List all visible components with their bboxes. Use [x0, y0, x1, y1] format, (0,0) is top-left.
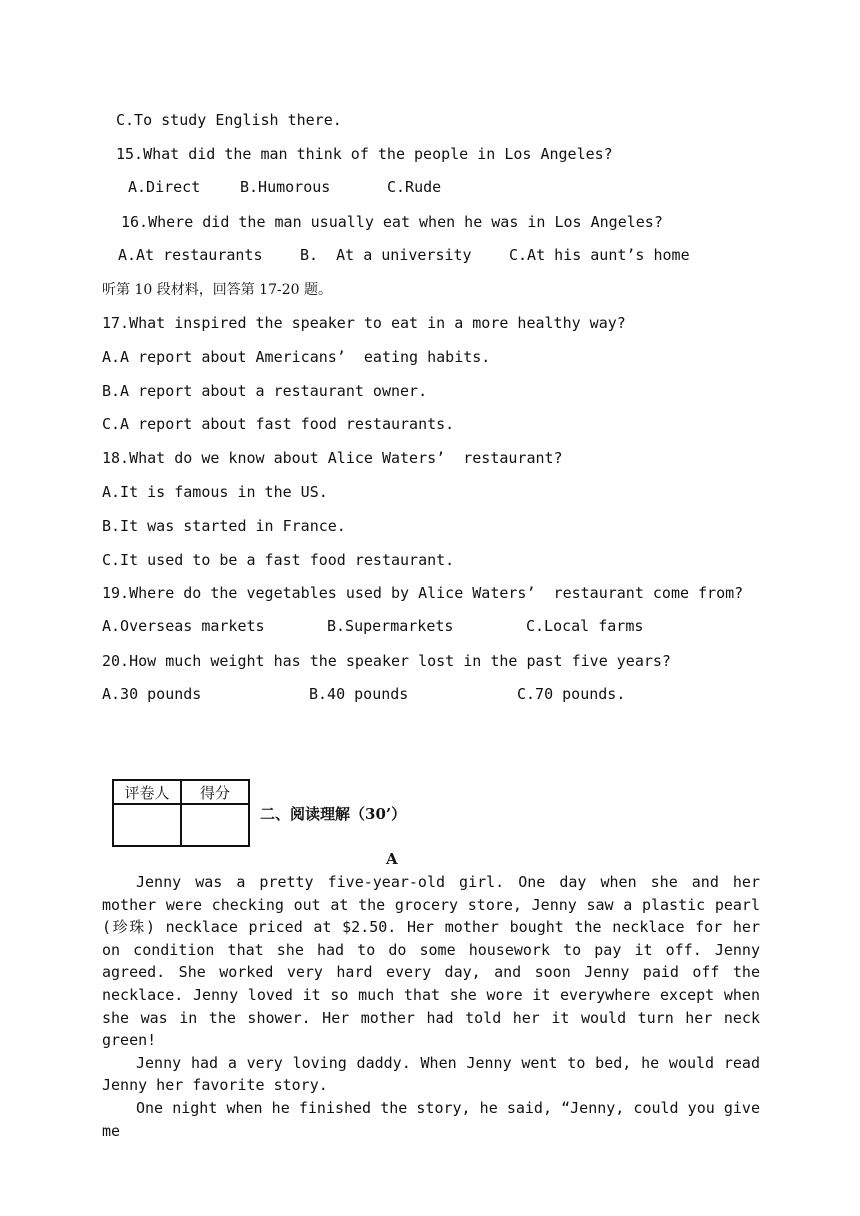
score-table-grader-header: 评卷人 — [113, 780, 181, 804]
section10-instruction: 听第 10 段材料，回答第 17-20 题。 — [102, 282, 332, 298]
q20-question: 20.How much weight has the speaker lost in the past five years? — [102, 652, 671, 670]
q20-option-c: C.70 pounds. — [517, 685, 626, 703]
reading-part-label: A — [386, 850, 398, 868]
q19-question: 19.Where do the vegetables used by Alice Waters’ restaurant come from? — [102, 584, 744, 602]
q19-option-a: A.Overseas markets — [102, 617, 265, 635]
score-table-grader-cell — [113, 804, 181, 846]
q16-question: 16.Where did the man usually eat when he was in Los Angeles? — [121, 213, 663, 231]
q16-option-c: C.At his aunt’s home — [509, 246, 690, 264]
q17-question: 17.What inspired the speaker to eat in a more healthy way? — [102, 314, 626, 332]
passage-paragraph-1: Jenny was a pretty five-year-old girl. One day when she and her mother were checking out at the grocery store, Jenny saw a plastic pearl (珍珠) necklace priced at $2.50. Her mother bought the necklace for her on condition that she had to do some housework to pay it off. Jenny agreed. She worked very hard every day, and soon Jenny paid off the necklace. Jenny loved it so much that she wore it everywhere except when she was in the shower. Her mother had told her it would turn her neck green! — [102, 873, 760, 1050]
q20-option-b: B.40 pounds — [309, 685, 409, 703]
q17-option-c: C.A report about fast food restaurants. — [102, 415, 455, 433]
score-table — [112, 779, 250, 847]
q16-option-a: A.At restaurants — [118, 246, 263, 264]
q18-option-b: B.It was started in France. — [102, 517, 346, 535]
q15-question: 15.What did the man think of the people in Los Angeles? — [116, 145, 613, 163]
q18-option-c: C.It used to be a fast food restaurant. — [102, 551, 455, 569]
q16-option-b: B. At a university — [300, 246, 472, 264]
q18-question: 18.What do we know about Alice Waters’ restaurant? — [102, 449, 563, 467]
q20-option-a: A.30 pounds — [102, 685, 202, 703]
passage-paragraph-3: One night when he finished the story, he said, “Jenny, could you give me — [102, 1098, 760, 1140]
q17-option-b: B.A report about a restaurant owner. — [102, 382, 428, 400]
reading-section-title: 二、阅读理解（30’） — [260, 805, 407, 823]
passage-paragraph-2: Jenny had a very loving daddy. When Jenny went to bed, he would read Jenny her favorite story. — [102, 1053, 760, 1095]
reading-passage — [102, 871, 760, 1142]
q19-option-b: B.Supermarkets — [327, 617, 454, 635]
q15-option-a: A.Direct — [128, 178, 201, 196]
q18-option-a: A.It is famous in the US. — [102, 483, 328, 501]
score-table-score-cell — [181, 804, 249, 846]
score-table-score-header: 得分 — [181, 780, 249, 804]
q15-option-b: B.Humorous — [240, 178, 331, 196]
q17-option-a: A.A report about Americans’ eating habits. — [102, 348, 491, 366]
q15-option-c: C.Rude — [387, 178, 442, 196]
q19-option-c: C.Local farms — [526, 617, 644, 635]
q14-option-c: C.To study English there. — [116, 111, 342, 129]
